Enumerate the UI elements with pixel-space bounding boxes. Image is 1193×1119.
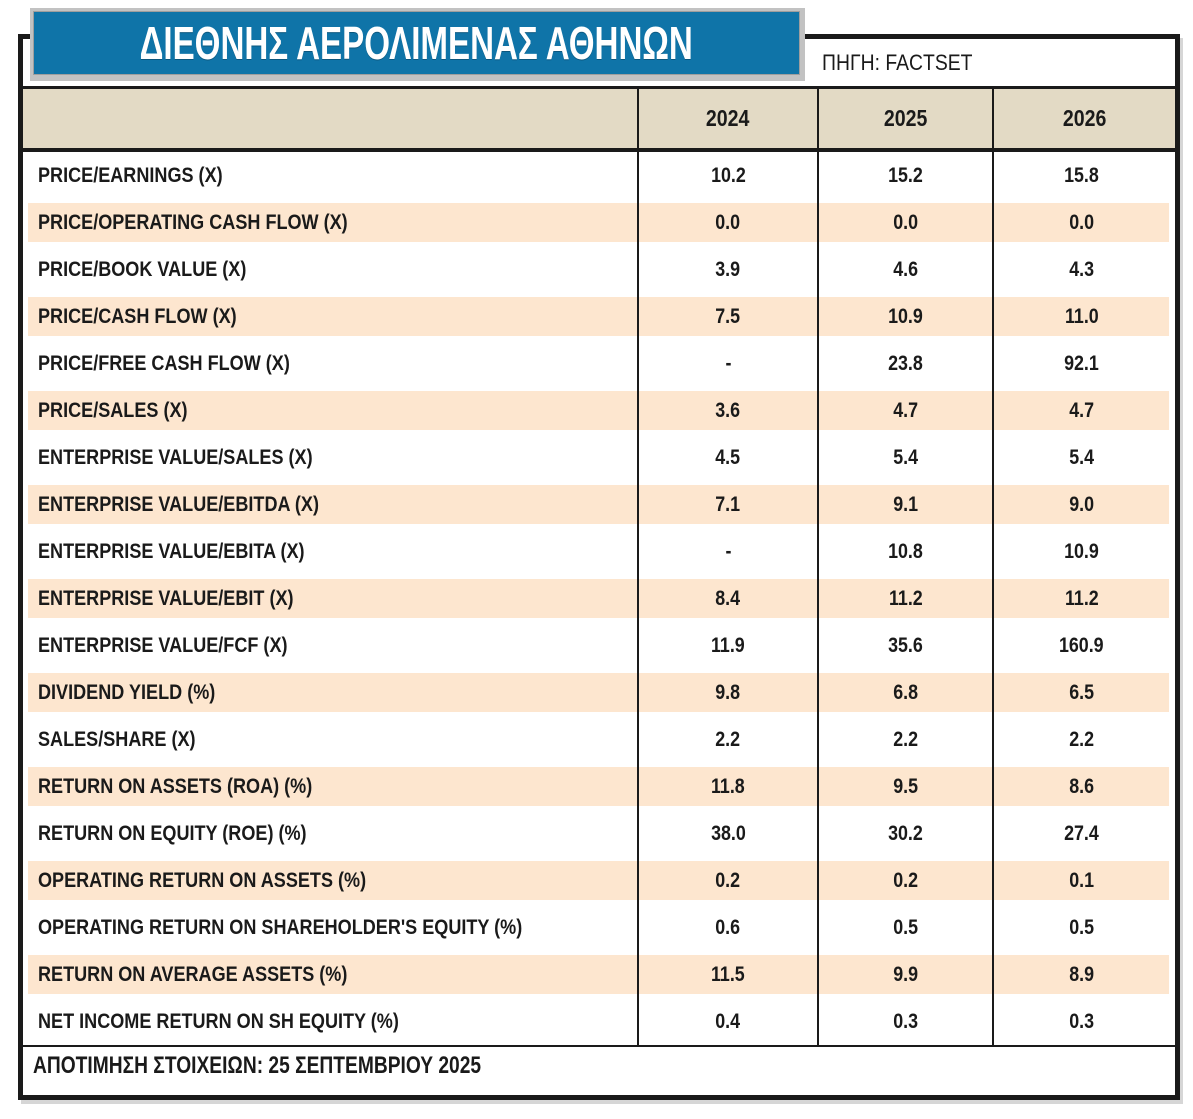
table-row — [23, 810, 1175, 857]
metric-value-cell — [817, 152, 992, 199]
metric-label-cell — [23, 293, 637, 340]
metric-label-cell — [23, 246, 637, 293]
metric-value-cell — [637, 246, 817, 293]
metric-value: 38.0 — [710, 821, 746, 845]
metric-value: 10.9 — [1064, 539, 1099, 563]
metric-value-cell — [637, 716, 817, 763]
valuation-date-cell — [23, 1045, 1175, 1089]
metric-value-cell — [817, 622, 992, 669]
metric-value-cell — [817, 857, 992, 904]
metric-value: 8.6 — [1069, 774, 1094, 798]
metric-value-cell — [817, 951, 992, 998]
table-row — [23, 528, 1175, 575]
metric-value-cell — [817, 528, 992, 575]
metric-value-cell — [637, 904, 817, 951]
metric-value-cell — [992, 716, 1175, 763]
metric-value-cell — [817, 293, 992, 340]
metric-value: 10.2 — [710, 163, 746, 187]
table-row — [23, 152, 1175, 199]
table-row — [23, 622, 1175, 669]
year-label: 2025 — [883, 104, 928, 131]
metric-value: 15.8 — [1064, 163, 1099, 187]
metric-value: 0.2 — [893, 868, 918, 892]
metric-value-cell — [992, 904, 1175, 951]
metric-label: PRICE/FREE CASH FLOW (X) — [38, 351, 290, 375]
metric-label: NET INCOME RETURN ON SH EQUITY (%) — [38, 1009, 399, 1033]
metric-value: 0.0 — [715, 210, 741, 234]
metric-value: 5.4 — [1069, 445, 1094, 469]
table-row — [23, 246, 1175, 293]
metric-label: OPERATING RETURN ON SHAREHOLDER'S EQUITY (%) — [38, 915, 523, 939]
year-column-header — [992, 89, 1175, 152]
metric-value: 9.5 — [893, 774, 918, 798]
table-row — [23, 293, 1175, 340]
metric-value-cell — [817, 669, 992, 716]
metric-value-cell — [817, 340, 992, 387]
metric-value-cell — [817, 716, 992, 763]
metric-value: 4.6 — [893, 257, 918, 281]
metric-value-cell — [992, 998, 1175, 1045]
metric-value-cell — [637, 152, 817, 199]
metric-value: - — [725, 539, 731, 563]
metric-value-cell — [637, 528, 817, 575]
metric-value-cell — [992, 340, 1175, 387]
metric-label-cell — [23, 387, 637, 434]
metric-value: 0.5 — [893, 915, 918, 939]
valuation-date-note: ΑΠΟΤΙΜΗΣΗ ΣΤΟΙΧΕΙΩΝ: 25 ΣΕΠΤΕΜΒΡΙΟΥ 2025 — [33, 1052, 482, 1079]
table-row — [23, 434, 1175, 481]
year-column-header — [637, 89, 817, 152]
metric-value-cell — [992, 575, 1175, 622]
metric-label-cell — [23, 857, 637, 904]
metric-value-cell — [992, 387, 1175, 434]
metric-label-cell — [23, 763, 637, 810]
metric-value-cell — [637, 998, 817, 1045]
metric-label: PRICE/CASH FLOW (X) — [38, 304, 237, 328]
metric-label-cell — [23, 716, 637, 763]
metric-value-cell — [637, 340, 817, 387]
metric-label: PRICE/EARNINGS (X) — [38, 163, 223, 187]
table-frame — [18, 34, 1180, 1100]
metric-value-cell — [637, 763, 817, 810]
metric-value-cell — [817, 481, 992, 528]
metric-value-cell — [637, 199, 817, 246]
metric-value: 7.5 — [715, 304, 741, 328]
table-row — [23, 763, 1175, 810]
metric-value-cell — [817, 575, 992, 622]
metric-value-cell — [637, 622, 817, 669]
metric-label: OPERATING RETURN ON ASSETS (%) — [38, 868, 367, 892]
metric-value-cell — [637, 857, 817, 904]
year-label: 2024 — [706, 104, 750, 131]
year-label: 2026 — [1062, 104, 1107, 131]
table-row — [23, 716, 1175, 763]
metric-label-cell — [23, 575, 637, 622]
metric-value: 160.9 — [1059, 633, 1104, 657]
metric-value-cell — [992, 434, 1175, 481]
metric-value: 0.0 — [1069, 210, 1094, 234]
metric-value: 3.9 — [715, 257, 741, 281]
metric-value: 3.6 — [715, 398, 741, 422]
metric-value-cell — [817, 387, 992, 434]
metric-value: 11.8 — [711, 774, 745, 798]
table-row — [23, 669, 1175, 716]
metric-label: ENTERPRISE VALUE/EBIT (X) — [38, 586, 294, 610]
table-row — [23, 199, 1175, 246]
metric-value-cell — [637, 575, 817, 622]
metric-value-cell — [817, 810, 992, 857]
metric-value: 4.3 — [1069, 257, 1094, 281]
metric-value: 0.4 — [715, 1009, 741, 1033]
metric-value: - — [725, 351, 731, 375]
page-title: ΔΙΕΘΝΗΣ ΑΕΡΟΛΙΜΕΝΑΣ ΑΘΗΝΩΝ — [139, 17, 694, 69]
metric-value-cell — [817, 434, 992, 481]
table-row — [23, 481, 1175, 528]
metric-value-cell — [637, 293, 817, 340]
metric-value: 9.0 — [1069, 492, 1094, 516]
metric-value-cell — [637, 434, 817, 481]
metric-value: 11.9 — [711, 633, 745, 657]
metric-value-cell — [817, 199, 992, 246]
metric-value-cell — [637, 951, 817, 998]
metric-value: 11.5 — [711, 962, 745, 986]
metric-value: 11.0 — [1064, 304, 1099, 328]
metric-value: 6.8 — [893, 680, 918, 704]
metric-label-cell — [23, 904, 637, 951]
metric-value-cell — [637, 669, 817, 716]
metric-label: RETURN ON ASSETS (ROA) (%) — [38, 774, 313, 798]
metric-value: 0.6 — [715, 915, 741, 939]
metric-value-cell — [992, 810, 1175, 857]
table-row — [23, 951, 1175, 998]
metric-label-cell — [23, 434, 637, 481]
metric-label: DIVIDEND YIELD (%) — [38, 680, 216, 704]
metric-value-cell — [992, 622, 1175, 669]
year-column-header — [817, 89, 992, 152]
table-row — [23, 575, 1175, 622]
metrics-column-header — [23, 89, 637, 152]
metric-value-cell — [992, 951, 1175, 998]
table-row — [23, 387, 1175, 434]
metric-label-cell — [23, 998, 637, 1045]
metric-label: ENTERPRISE VALUE/EBITDA (X) — [38, 492, 319, 516]
metric-value: 8.4 — [715, 586, 741, 610]
metric-value-cell — [817, 904, 992, 951]
metric-value: 9.1 — [893, 492, 918, 516]
metric-value: 5.4 — [893, 445, 918, 469]
metric-label-cell — [23, 152, 637, 199]
year-header-row — [23, 89, 1175, 152]
metric-value-cell — [992, 857, 1175, 904]
metric-value: 10.8 — [888, 539, 923, 563]
metric-value: 7.1 — [715, 492, 741, 516]
metric-value: 0.5 — [1069, 915, 1094, 939]
metric-value: 15.2 — [888, 163, 923, 187]
metric-value: 4.5 — [715, 445, 741, 469]
metric-label-cell — [23, 669, 637, 716]
source-label: ΠΗΓΗ: FACTSET — [822, 49, 973, 75]
metric-value: 35.6 — [888, 633, 923, 657]
metric-label-cell — [23, 622, 637, 669]
metric-value-cell — [637, 481, 817, 528]
table-row — [23, 998, 1175, 1045]
metric-value-cell — [992, 763, 1175, 810]
metric-value: 0.1 — [1069, 868, 1094, 892]
metric-value: 6.5 — [1069, 680, 1094, 704]
metric-value: 0.3 — [893, 1009, 918, 1033]
metric-value: 8.9 — [1069, 962, 1094, 986]
title-banner — [30, 8, 805, 81]
metric-label: ENTERPRISE VALUE/FCF (X) — [38, 633, 288, 657]
metric-value: 0.0 — [893, 210, 918, 234]
metric-value: 4.7 — [1069, 398, 1094, 422]
metric-value-cell — [817, 246, 992, 293]
metric-value-cell — [992, 199, 1175, 246]
metric-value-cell — [637, 387, 817, 434]
metrics-table — [23, 89, 1175, 1089]
metric-value: 9.9 — [893, 962, 918, 986]
metric-label-cell — [23, 340, 637, 387]
metric-value: 11.2 — [888, 586, 923, 610]
metric-value: 4.7 — [893, 398, 918, 422]
metric-value: 2.2 — [1069, 727, 1094, 751]
metric-value: 2.2 — [893, 727, 918, 751]
footer-row — [23, 1045, 1175, 1089]
metric-label: ENTERPRISE VALUE/EBITA (X) — [38, 539, 305, 563]
metric-label-cell — [23, 481, 637, 528]
metric-label-cell — [23, 528, 637, 575]
metric-value: 23.8 — [888, 351, 923, 375]
metric-value-cell — [992, 152, 1175, 199]
metric-value: 92.1 — [1064, 351, 1099, 375]
metric-label: RETURN ON EQUITY (ROE) (%) — [38, 821, 307, 845]
metric-value: 10.9 — [888, 304, 923, 328]
metric-value-cell — [992, 528, 1175, 575]
metric-value: 30.2 — [888, 821, 923, 845]
table-row — [23, 904, 1175, 951]
metric-value-cell — [992, 481, 1175, 528]
metric-label: PRICE/OPERATING CASH FLOW (X) — [38, 210, 348, 234]
metric-value: 0.3 — [1069, 1009, 1094, 1033]
metric-value-cell — [817, 998, 992, 1045]
table-row — [23, 857, 1175, 904]
metric-label-cell — [23, 951, 637, 998]
metric-label-cell — [23, 810, 637, 857]
metric-value-cell — [992, 246, 1175, 293]
metric-value: 2.2 — [715, 727, 741, 751]
metric-value: 0.2 — [715, 868, 741, 892]
metric-value-cell — [992, 669, 1175, 716]
metric-value-cell — [817, 763, 992, 810]
metric-value: 9.8 — [715, 680, 741, 704]
metric-value: 27.4 — [1064, 821, 1099, 845]
metric-label: RETURN ON AVERAGE ASSETS (%) — [38, 962, 348, 986]
metric-label-cell — [23, 199, 637, 246]
metric-label: PRICE/SALES (X) — [38, 398, 188, 422]
metric-label: PRICE/BOOK VALUE (X) — [38, 257, 247, 281]
metric-value-cell — [992, 293, 1175, 340]
metric-label: ENTERPRISE VALUE/SALES (X) — [38, 445, 313, 469]
table-row — [23, 340, 1175, 387]
metric-label: SALES/SHARE (X) — [38, 727, 196, 751]
metric-value: 11.2 — [1064, 586, 1099, 610]
metric-value-cell — [637, 810, 817, 857]
